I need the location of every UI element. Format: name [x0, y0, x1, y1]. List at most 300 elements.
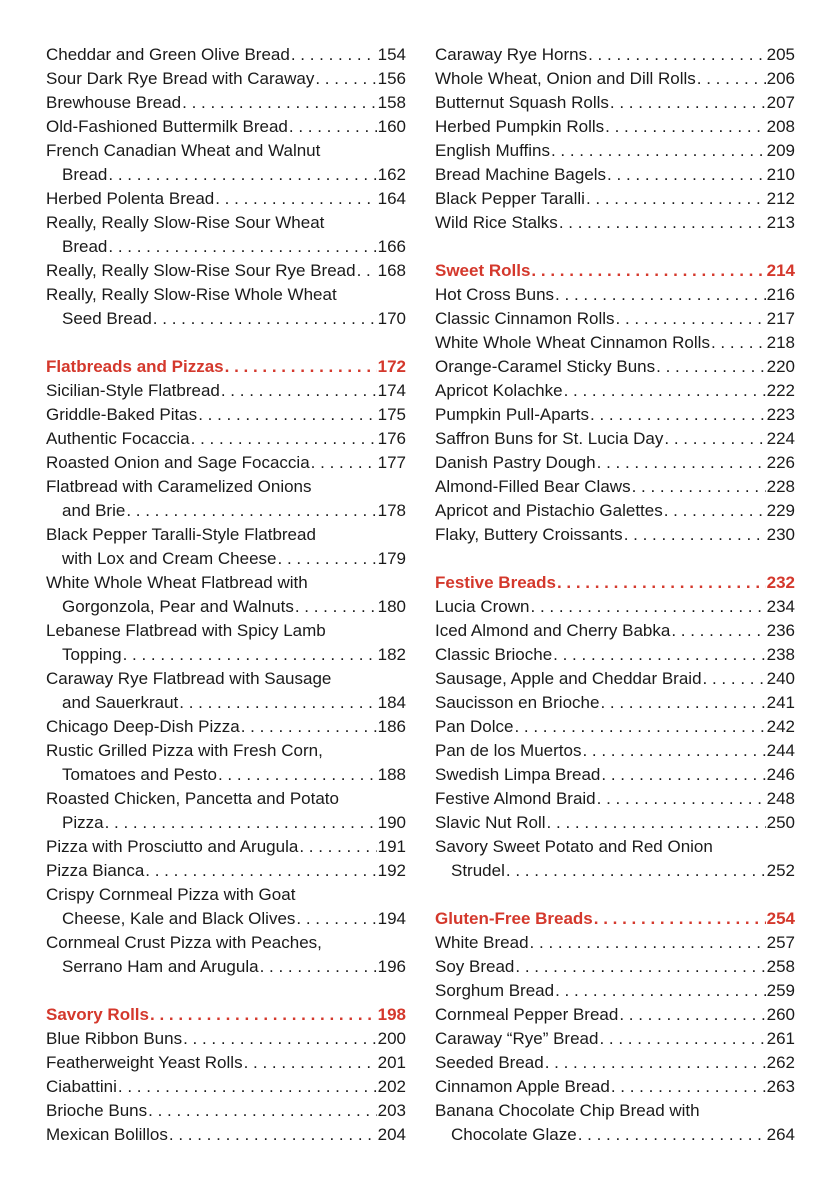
- toc-entry-caraway-rye-bread-page-number: 261: [766, 1029, 795, 1048]
- toc-entry-sour-dark-rye-bread-with-caraway[interactable]: [46, 67, 406, 91]
- dot-leader: [664, 499, 766, 523]
- toc-entry-classic-brioche-line: [435, 643, 795, 667]
- toc-entry-cornmeal-crust-pizza-with-peaches-title: Cornmeal Crust Pizza with Peaches,: [46, 933, 322, 952]
- section-spacer: [435, 883, 795, 907]
- toc-entry-brioche-buns[interactable]: [46, 1099, 406, 1123]
- section-heading-flatbreads-and-pizzas[interactable]: [46, 355, 406, 379]
- toc-entry-white-whole-wheat-flatbread-with-title: White Whole Wheat Flatbread with: [46, 573, 308, 592]
- toc-entry-butternut-squash-rolls[interactable]: [435, 91, 795, 115]
- toc-entry-english-muffins-line: [435, 139, 795, 163]
- toc-entry-sausage-apple-and-cheddar-braid-line: [435, 667, 795, 691]
- toc-entry-old-fashioned-buttermilk-bread-page-number: 160: [377, 117, 406, 136]
- toc-entry-swedish-limpa-bread-line: [435, 763, 795, 787]
- toc-entry-iced-almond-and-cherry-babka[interactable]: [435, 619, 795, 643]
- dot-leader: [108, 163, 376, 187]
- toc-entry-cheddar-and-green-olive-bread[interactable]: [46, 43, 406, 67]
- toc-entry-whole-wheat-onion-and-dill-rolls-line: [435, 67, 795, 91]
- dot-leader: [594, 907, 766, 931]
- dot-leader: [244, 1051, 377, 1075]
- dot-leader: [578, 1123, 766, 1147]
- toc-entry-sausage-apple-and-cheddar-braid-page-number: 240: [766, 669, 795, 688]
- section-heading-festive-breads[interactable]: [435, 571, 795, 595]
- toc-entry-pizza-bianca[interactable]: [46, 859, 406, 883]
- toc-entry-blue-ribbon-buns-line: [46, 1027, 406, 1051]
- dot-leader: [530, 931, 766, 955]
- toc-entry-banana-chocolate-chip-bread-with-page-number: 264: [766, 1125, 795, 1144]
- dot-leader: [547, 811, 766, 835]
- toc-entry-butternut-squash-rolls-page-number: 207: [766, 93, 795, 112]
- toc-entry-pumpkin-pull-aparts-title: Pumpkin Pull-Aparts: [435, 405, 590, 424]
- dot-leader: [545, 1051, 766, 1075]
- toc-entry-cornmeal-crust-pizza-with-peaches-line: [46, 955, 406, 979]
- toc-entry-brioche-buns-title: Brioche Buns: [46, 1101, 148, 1120]
- section-heading-flatbreads-and-pizzas-page-number: 172: [377, 357, 406, 376]
- toc-entry-roasted-onion-and-sage-focaccia-page-number: 177: [377, 453, 406, 472]
- toc-entry-wild-rice-stalks[interactable]: [435, 211, 795, 235]
- toc-entry-savory-sweet-potato-and-red-onion[interactable]: [435, 835, 795, 883]
- toc-entry-authentic-focaccia-title: Authentic Focaccia: [46, 429, 190, 448]
- toc-entry-white-whole-wheat-cinnamon-rolls-title: White Whole Wheat Cinnamon Rolls: [435, 333, 710, 352]
- toc-entry-sour-dark-rye-bread-with-caraway-page-number: 156: [377, 69, 406, 88]
- dot-leader: [555, 979, 766, 1003]
- toc-entry-really-really-slow-rise-whole-wheat[interactable]: [46, 283, 406, 331]
- toc-entry-mexican-bolillos-page-number: 204: [377, 1125, 406, 1144]
- toc-entry-really-really-slow-rise-sour-wheat-line: [46, 211, 406, 235]
- toc-entry-really-really-slow-rise-sour-rye-bread[interactable]: [46, 259, 406, 283]
- dot-leader: [357, 259, 377, 283]
- toc-entry-herbed-polenta-bread-line: [46, 187, 406, 211]
- toc-entry-really-really-slow-rise-sour-wheat-title: Really, Really Slow-Rise Sour Wheat: [46, 213, 325, 232]
- dot-leader: [559, 211, 766, 235]
- toc-entry-white-whole-wheat-flatbread-with-title: Gorgonzola, Pear and Walnuts: [62, 597, 294, 616]
- toc-entry-really-really-slow-rise-sour-wheat[interactable]: [46, 211, 406, 259]
- toc-entry-flaky-buttery-croissants-page-number: 230: [766, 525, 795, 544]
- dot-leader: [582, 739, 765, 763]
- toc-entry-old-fashioned-buttermilk-bread-title: Old-Fashioned Buttermilk Bread: [46, 117, 288, 136]
- toc-entry-classic-cinnamon-rolls[interactable]: [435, 307, 795, 331]
- toc-entry-flatbread-with-caramelized-onions[interactable]: [46, 475, 406, 523]
- toc-entry-pizza-with-prosciutto-and-arugula[interactable]: [46, 835, 406, 859]
- toc-entry-cornmeal-crust-pizza-with-peaches-line: [46, 931, 406, 955]
- toc-entry-white-whole-wheat-flatbread-with-page-number: 180: [377, 597, 406, 616]
- toc-entry-almond-filled-bear-claws-page-number: 228: [766, 477, 795, 496]
- toc-entry-banana-chocolate-chip-bread-with-line: [435, 1123, 795, 1147]
- section-heading-sweet-rolls-title: Sweet Rolls: [435, 261, 531, 280]
- dot-leader: [221, 379, 377, 403]
- dot-leader: [148, 1099, 377, 1123]
- toc-entry-sausage-apple-and-cheddar-braid[interactable]: [435, 667, 795, 691]
- dot-leader: [241, 715, 377, 739]
- toc-entry-orange-caramel-sticky-buns-page-number: 220: [766, 357, 795, 376]
- toc-entry-almond-filled-bear-claws-line: [435, 475, 795, 499]
- toc-entry-really-really-slow-rise-sour-rye-bread-page-number: 168: [377, 261, 406, 280]
- toc-entry-white-whole-wheat-flatbread-with[interactable]: [46, 571, 406, 619]
- toc-entry-black-pepper-taralli-style-flatbread-title: Black Pepper Taralli-Style Flatbread: [46, 525, 316, 544]
- toc-entry-black-pepper-taralli-title: Black Pepper Taralli: [435, 189, 585, 208]
- toc-entry-mexican-bolillos[interactable]: [46, 1123, 406, 1147]
- dot-leader: [557, 571, 766, 595]
- toc-entry-cornmeal-pepper-bread-line: [435, 1003, 795, 1027]
- dot-leader: [605, 115, 765, 139]
- toc-entry-cheddar-and-green-olive-bread-page-number: 154: [377, 45, 406, 64]
- toc-entry-bread-machine-bagels-line: [435, 163, 795, 187]
- toc-entry-lebanese-flatbread-with-spicy-lamb[interactable]: [46, 619, 406, 667]
- toc-entry-french-canadian-wheat-and-walnut-line: [46, 139, 406, 163]
- dot-leader: [295, 595, 377, 619]
- toc-entry-french-canadian-wheat-and-walnut-line: [46, 163, 406, 187]
- dot-leader: [123, 643, 377, 667]
- toc-entry-crispy-cornmeal-pizza-with-goat-title: Crispy Cornmeal Pizza with Goat: [46, 885, 296, 904]
- toc-entry-cornmeal-crust-pizza-with-peaches[interactable]: [46, 931, 406, 979]
- toc-entry-whole-wheat-onion-and-dill-rolls-page-number: 206: [766, 69, 795, 88]
- toc-entry-chicago-deep-dish-pizza-title: Chicago Deep-Dish Pizza: [46, 717, 240, 736]
- toc-entry-cheddar-and-green-olive-bread-title: Cheddar and Green Olive Bread: [46, 45, 290, 64]
- dot-leader: [506, 859, 766, 883]
- toc-entry-iced-almond-and-cherry-babka-title: Iced Almond and Cherry Babka: [435, 621, 671, 640]
- toc-entry-hot-cross-buns-line: [435, 283, 795, 307]
- dot-leader: [656, 355, 765, 379]
- toc-entry-orange-caramel-sticky-buns-line: [435, 355, 795, 379]
- toc-entry-really-really-slow-rise-sour-wheat-line: [46, 235, 406, 259]
- dot-leader: [616, 307, 766, 331]
- toc-entry-crispy-cornmeal-pizza-with-goat-title: Cheese, Kale and Black Olives: [62, 909, 296, 928]
- toc-entry-flatbread-with-caramelized-onions-line: [46, 475, 406, 499]
- toc-entry-roasted-chicken-pancetta-and-potato-line: [46, 811, 406, 835]
- section-spacer: [46, 979, 406, 1003]
- toc-entry-roasted-onion-and-sage-focaccia-title: Roasted Onion and Sage Focaccia: [46, 453, 310, 472]
- toc-entry-saffron-buns-for-st-lucia-day-title: Saffron Buns for St. Lucia Day: [435, 429, 664, 448]
- toc-entry-caraway-rye-bread[interactable]: [435, 1027, 795, 1051]
- toc-entry-white-whole-wheat-cinnamon-rolls-page-number: 218: [766, 333, 795, 352]
- toc-entry-lucia-crown-title: Lucia Crown: [435, 597, 530, 616]
- toc-entry-chicago-deep-dish-pizza-page-number: 186: [377, 717, 406, 736]
- dot-leader: [153, 307, 377, 331]
- dot-leader: [191, 427, 377, 451]
- toc-entry-classic-brioche[interactable]: [435, 643, 795, 667]
- dot-leader: [564, 379, 766, 403]
- toc-entry-lucia-crown-line: [435, 595, 795, 619]
- toc-entry-rustic-grilled-pizza-with-fresh-corn-line: [46, 739, 406, 763]
- toc-entry-pan-de-los-muertos[interactable]: [435, 739, 795, 763]
- dot-leader: [601, 763, 765, 787]
- toc-entry-orange-caramel-sticky-buns[interactable]: [435, 355, 795, 379]
- toc-entry-cornmeal-pepper-bread[interactable]: [435, 1003, 795, 1027]
- toc-entry-apricot-and-pistachio-galettes-page-number: 229: [766, 501, 795, 520]
- toc-entry-saffron-buns-for-st-lucia-day-page-number: 224: [766, 429, 795, 448]
- toc-entry-bread-machine-bagels[interactable]: [435, 163, 795, 187]
- toc-entry-savory-sweet-potato-and-red-onion-title: Savory Sweet Potato and Red Onion: [435, 837, 713, 856]
- toc-entry-black-pepper-taralli-page-number: 212: [766, 189, 795, 208]
- toc-entry-wild-rice-stalks-page-number: 213: [766, 213, 795, 232]
- toc-entry-caraway-rye-flatbread-with-sausage[interactable]: [46, 667, 406, 715]
- toc-entry-saffron-buns-for-st-lucia-day[interactable]: [435, 427, 795, 451]
- dot-leader: [179, 691, 376, 715]
- dot-leader: [711, 331, 766, 355]
- toc-entry-black-pepper-taralli-style-flatbread[interactable]: [46, 523, 406, 571]
- section-heading-festive-breads-page-number: 232: [766, 573, 795, 592]
- toc-entry-black-pepper-taralli-style-flatbread-title: with Lox and Cream Cheese: [62, 549, 277, 568]
- dot-leader: [632, 475, 766, 499]
- toc-entry-pan-dolce-title: Pan Dolce: [435, 717, 514, 736]
- toc-entry-griddle-baked-pitas[interactable]: [46, 403, 406, 427]
- toc-entry-french-canadian-wheat-and-walnut-title: Bread: [62, 165, 108, 184]
- toc-entry-caraway-rye-flatbread-with-sausage-title: and Sauerkraut: [62, 693, 179, 712]
- dot-leader: [215, 187, 376, 211]
- toc-entry-ciabattini[interactable]: [46, 1075, 406, 1099]
- toc-entry-flaky-buttery-croissants[interactable]: [435, 523, 795, 547]
- toc-entry-sorghum-bread-line: [435, 979, 795, 1003]
- toc-right-column: [435, 43, 795, 1147]
- toc-entry-flatbread-with-caramelized-onions-title: Flatbread with Caramelized Onions: [46, 477, 312, 496]
- toc-entry-festive-almond-braid-line: [435, 787, 795, 811]
- toc-entry-brioche-buns-line: [46, 1099, 406, 1123]
- toc-entry-almond-filled-bear-claws[interactable]: [435, 475, 795, 499]
- toc-entry-really-really-slow-rise-whole-wheat-title: Really, Really Slow-Rise Whole Wheat: [46, 285, 337, 304]
- toc-left-column: [46, 43, 406, 1147]
- dot-leader: [531, 259, 765, 283]
- toc-entry-crispy-cornmeal-pizza-with-goat[interactable]: [46, 883, 406, 931]
- toc-entry-classic-cinnamon-rolls-page-number: 217: [766, 309, 795, 328]
- toc-entry-herbed-polenta-bread[interactable]: [46, 187, 406, 211]
- section-heading-festive-breads-line: [435, 571, 795, 595]
- toc-entry-apricot-and-pistachio-galettes-title: Apricot and Pistachio Galettes: [435, 501, 663, 520]
- toc-entry-rustic-grilled-pizza-with-fresh-corn[interactable]: [46, 739, 406, 787]
- toc-entry-pumpkin-pull-aparts[interactable]: [435, 403, 795, 427]
- toc-entry-pizza-with-prosciutto-and-arugula-title: Pizza with Prosciutto and Arugula: [46, 837, 299, 856]
- toc-entry-pan-dolce[interactable]: [435, 715, 795, 739]
- toc-entry-apricot-kolachke[interactable]: [435, 379, 795, 403]
- toc-entry-caraway-rye-horns-page-number: 205: [766, 45, 795, 64]
- toc-entry-authentic-focaccia[interactable]: [46, 427, 406, 451]
- toc-entry-pizza-with-prosciutto-and-arugula-page-number: 191: [377, 837, 406, 856]
- toc-entry-slavic-nut-roll-title: Slavic Nut Roll: [435, 813, 546, 832]
- toc-entry-flatbread-with-caramelized-onions-page-number: 178: [377, 501, 406, 520]
- dot-leader: [553, 643, 765, 667]
- toc-entry-bread-machine-bagels-page-number: 210: [766, 165, 795, 184]
- toc-entry-whole-wheat-onion-and-dill-rolls-title: Whole Wheat, Onion and Dill Rolls: [435, 69, 696, 88]
- toc-entry-blue-ribbon-buns[interactable]: [46, 1027, 406, 1051]
- toc-entry-orange-caramel-sticky-buns-title: Orange-Caramel Sticky Buns: [435, 357, 656, 376]
- dot-leader: [607, 163, 766, 187]
- dot-leader: [671, 619, 765, 643]
- toc-entry-roasted-chicken-pancetta-and-potato-title: Roasted Chicken, Pancetta and Potato: [46, 789, 339, 808]
- toc-entry-cheddar-and-green-olive-bread-line: [46, 43, 406, 67]
- toc-entry-butternut-squash-rolls-line: [435, 91, 795, 115]
- toc-entry-chicago-deep-dish-pizza[interactable]: [46, 715, 406, 739]
- toc-entry-really-really-slow-rise-sour-wheat-page-number: 166: [377, 237, 406, 256]
- section-heading-flatbreads-and-pizzas-line: [46, 355, 406, 379]
- toc-entry-griddle-baked-pitas-page-number: 175: [377, 405, 406, 424]
- toc-entry-caraway-rye-flatbread-with-sausage-page-number: 184: [377, 693, 406, 712]
- toc-entry-rustic-grilled-pizza-with-fresh-corn-line: [46, 763, 406, 787]
- toc-entry-pan-dolce-page-number: 242: [766, 717, 795, 736]
- section-spacer: [435, 547, 795, 571]
- section-heading-gluten-free-breads-title: Gluten-Free Breads: [435, 909, 593, 928]
- toc-entry-lebanese-flatbread-with-spicy-lamb-title: Lebanese Flatbread with Spicy Lamb: [46, 621, 326, 640]
- toc-entry-seeded-bread-title: Seeded Bread: [435, 1053, 544, 1072]
- dot-leader: [515, 955, 765, 979]
- toc-entry-ciabattini-line: [46, 1075, 406, 1099]
- dot-leader: [291, 43, 377, 67]
- dot-leader: [289, 115, 377, 139]
- toc-entry-featherweight-yeast-rolls-line: [46, 1051, 406, 1075]
- toc-entry-slavic-nut-roll[interactable]: [435, 811, 795, 835]
- toc-entry-brewhouse-bread-page-number: 158: [377, 93, 406, 112]
- toc-entry-roasted-chicken-pancetta-and-potato-line: [46, 787, 406, 811]
- toc-entry-hot-cross-buns[interactable]: [435, 283, 795, 307]
- toc-entry-lucia-crown[interactable]: [435, 595, 795, 619]
- toc-entry-herbed-pumpkin-rolls-line: [435, 115, 795, 139]
- toc-entry-pan-dolce-line: [435, 715, 795, 739]
- toc-entry-black-pepper-taralli[interactable]: [435, 187, 795, 211]
- toc-entry-sorghum-bread-page-number: 259: [766, 981, 795, 1000]
- dot-leader: [108, 235, 376, 259]
- toc-entry-swedish-limpa-bread[interactable]: [435, 763, 795, 787]
- toc-entry-french-canadian-wheat-and-walnut-title: French Canadian Wheat and Walnut: [46, 141, 321, 160]
- toc-entry-brewhouse-bread-line: [46, 91, 406, 115]
- toc-entry-danish-pastry-dough-line: [435, 451, 795, 475]
- section-heading-gluten-free-breads[interactable]: [435, 907, 795, 931]
- toc-entry-danish-pastry-dough-title: Danish Pastry Dough: [435, 453, 596, 472]
- toc-entry-banana-chocolate-chip-bread-with[interactable]: [435, 1099, 795, 1147]
- toc-entry-wild-rice-stalks-title: Wild Rice Stalks: [435, 213, 558, 232]
- dot-leader: [183, 1027, 377, 1051]
- toc-entry-saucisson-en-brioche[interactable]: [435, 691, 795, 715]
- toc-entry-english-muffins-page-number: 209: [766, 141, 795, 160]
- toc-entry-featherweight-yeast-rolls-title: Featherweight Yeast Rolls: [46, 1053, 243, 1072]
- toc-entry-swedish-limpa-bread-title: Swedish Limpa Bread: [435, 765, 601, 784]
- toc-entry-festive-almond-braid[interactable]: [435, 787, 795, 811]
- toc-entry-brewhouse-bread[interactable]: [46, 91, 406, 115]
- toc-entry-featherweight-yeast-rolls[interactable]: [46, 1051, 406, 1075]
- toc-entry-caraway-rye-horns[interactable]: [435, 43, 795, 67]
- dot-leader: [145, 859, 376, 883]
- toc-entry-whole-wheat-onion-and-dill-rolls[interactable]: [435, 67, 795, 91]
- toc-entry-herbed-pumpkin-rolls[interactable]: [435, 115, 795, 139]
- toc-entry-pan-de-los-muertos-title: Pan de los Muertos: [435, 741, 582, 760]
- toc-entry-wild-rice-stalks-line: [435, 211, 795, 235]
- toc-entry-sicilian-style-flatbread[interactable]: [46, 379, 406, 403]
- toc-entry-slavic-nut-roll-page-number: 250: [766, 813, 795, 832]
- dot-leader: [624, 523, 766, 547]
- section-heading-gluten-free-breads-page-number: 254: [766, 909, 795, 928]
- toc-entry-roasted-onion-and-sage-focaccia[interactable]: [46, 451, 406, 475]
- section-heading-sweet-rolls[interactable]: [435, 259, 795, 283]
- toc-entry-butternut-squash-rolls-title: Butternut Squash Rolls: [435, 93, 609, 112]
- toc-entry-rustic-grilled-pizza-with-fresh-corn-title: Rustic Grilled Pizza with Fresh Corn,: [46, 741, 323, 760]
- toc-entry-lebanese-flatbread-with-spicy-lamb-line: [46, 643, 406, 667]
- toc-entry-pumpkin-pull-aparts-page-number: 223: [766, 405, 795, 424]
- section-heading-flatbreads-and-pizzas-title: Flatbreads and Pizzas: [46, 357, 224, 376]
- dot-leader: [611, 1075, 766, 1099]
- toc-entry-herbed-polenta-bread-page-number: 164: [377, 189, 406, 208]
- toc-entry-soy-bread[interactable]: [435, 955, 795, 979]
- dot-leader: [105, 811, 377, 835]
- toc-entry-apricot-and-pistachio-galettes[interactable]: [435, 499, 795, 523]
- toc-entry-flaky-buttery-croissants-title: Flaky, Buttery Croissants: [435, 525, 623, 544]
- section-spacer: [435, 235, 795, 259]
- toc-entry-caraway-rye-horns-title: Caraway Rye Horns: [435, 45, 588, 64]
- toc-entry-old-fashioned-buttermilk-bread[interactable]: [46, 115, 406, 139]
- toc-entry-caraway-rye-bread-title: Caraway “Rye” Bread: [435, 1029, 599, 1048]
- dot-leader: [664, 427, 765, 451]
- toc-entry-french-canadian-wheat-and-walnut[interactable]: [46, 139, 406, 187]
- toc-entry-black-pepper-taralli-style-flatbread-line: [46, 547, 406, 571]
- toc-entry-sour-dark-rye-bread-with-caraway-line: [46, 67, 406, 91]
- toc-entry-cornmeal-pepper-bread-title: Cornmeal Pepper Bread: [435, 1005, 619, 1024]
- toc-entry-english-muffins[interactable]: [435, 139, 795, 163]
- toc-entry-really-really-slow-rise-whole-wheat-page-number: 170: [377, 309, 406, 328]
- toc-entry-crispy-cornmeal-pizza-with-goat-line: [46, 907, 406, 931]
- toc-entry-pan-de-los-muertos-page-number: 244: [766, 741, 795, 760]
- dot-leader: [610, 91, 766, 115]
- toc-entry-seeded-bread[interactable]: [435, 1051, 795, 1075]
- toc-entry-sausage-apple-and-cheddar-braid-title: Sausage, Apple and Cheddar Braid: [435, 669, 702, 688]
- toc-entry-sorghum-bread[interactable]: [435, 979, 795, 1003]
- toc-entry-swedish-limpa-bread-page-number: 246: [766, 765, 795, 784]
- dot-leader: [182, 91, 376, 115]
- dot-leader: [118, 1075, 377, 1099]
- dot-leader: [531, 595, 766, 619]
- toc-entry-featherweight-yeast-rolls-page-number: 201: [377, 1053, 406, 1072]
- toc-entry-really-really-slow-rise-sour-rye-bread-line: [46, 259, 406, 283]
- toc-entry-authentic-focaccia-page-number: 176: [377, 429, 406, 448]
- section-spacer: [46, 331, 406, 355]
- toc-entry-soy-bread-line: [435, 955, 795, 979]
- toc-entry-lebanese-flatbread-with-spicy-lamb-title: Topping: [62, 645, 122, 664]
- toc-entry-ciabattini-title: Ciabattini: [46, 1077, 117, 1096]
- toc-entry-pan-de-los-muertos-line: [435, 739, 795, 763]
- toc-entry-lebanese-flatbread-with-spicy-lamb-page-number: 182: [377, 645, 406, 664]
- toc-entry-roasted-chicken-pancetta-and-potato[interactable]: [46, 787, 406, 835]
- section-heading-savory-rolls-title: Savory Rolls: [46, 1005, 149, 1024]
- dot-leader: [150, 1003, 377, 1027]
- dot-leader: [514, 715, 765, 739]
- dot-leader: [260, 955, 377, 979]
- dot-leader: [555, 283, 766, 307]
- toc-entry-flatbread-with-caramelized-onions-title: and Brie: [62, 501, 126, 520]
- toc-entry-hot-cross-buns-title: Hot Cross Buns: [435, 285, 555, 304]
- toc-entry-hot-cross-buns-page-number: 216: [766, 285, 795, 304]
- dot-leader: [597, 787, 766, 811]
- toc-entry-really-really-slow-rise-sour-rye-bread-title: Really, Really Slow-Rise Sour Rye Bread: [46, 261, 356, 280]
- toc-entry-black-pepper-taralli-line: [435, 187, 795, 211]
- toc-entry-cinnamon-apple-bread[interactable]: [435, 1075, 795, 1099]
- toc-entry-white-bread[interactable]: [435, 931, 795, 955]
- toc-entry-pumpkin-pull-aparts-line: [435, 403, 795, 427]
- dot-leader: [278, 547, 377, 571]
- toc-entry-old-fashioned-buttermilk-bread-line: [46, 115, 406, 139]
- toc-entry-white-whole-wheat-flatbread-with-line: [46, 571, 406, 595]
- toc-entry-brioche-buns-page-number: 203: [377, 1101, 406, 1120]
- toc-entry-white-whole-wheat-cinnamon-rolls[interactable]: [435, 331, 795, 355]
- toc-entry-sicilian-style-flatbread-page-number: 174: [377, 381, 406, 400]
- section-heading-savory-rolls[interactable]: [46, 1003, 406, 1027]
- toc-entry-roasted-chicken-pancetta-and-potato-page-number: 190: [377, 813, 406, 832]
- toc-entry-apricot-kolachke-page-number: 222: [766, 381, 795, 400]
- toc-entry-danish-pastry-dough[interactable]: [435, 451, 795, 475]
- section-heading-gluten-free-breads-line: [435, 907, 795, 931]
- toc-entry-danish-pastry-dough-page-number: 226: [766, 453, 795, 472]
- toc-entry-ciabattini-page-number: 202: [377, 1077, 406, 1096]
- dot-leader: [586, 187, 766, 211]
- dot-leader: [198, 403, 376, 427]
- toc-entry-apricot-kolachke-line: [435, 379, 795, 403]
- toc-entry-slavic-nut-roll-line: [435, 811, 795, 835]
- toc-entry-classic-cinnamon-rolls-title: Classic Cinnamon Rolls: [435, 309, 615, 328]
- dot-leader: [315, 67, 376, 91]
- toc-entry-bread-machine-bagels-title: Bread Machine Bagels: [435, 165, 607, 184]
